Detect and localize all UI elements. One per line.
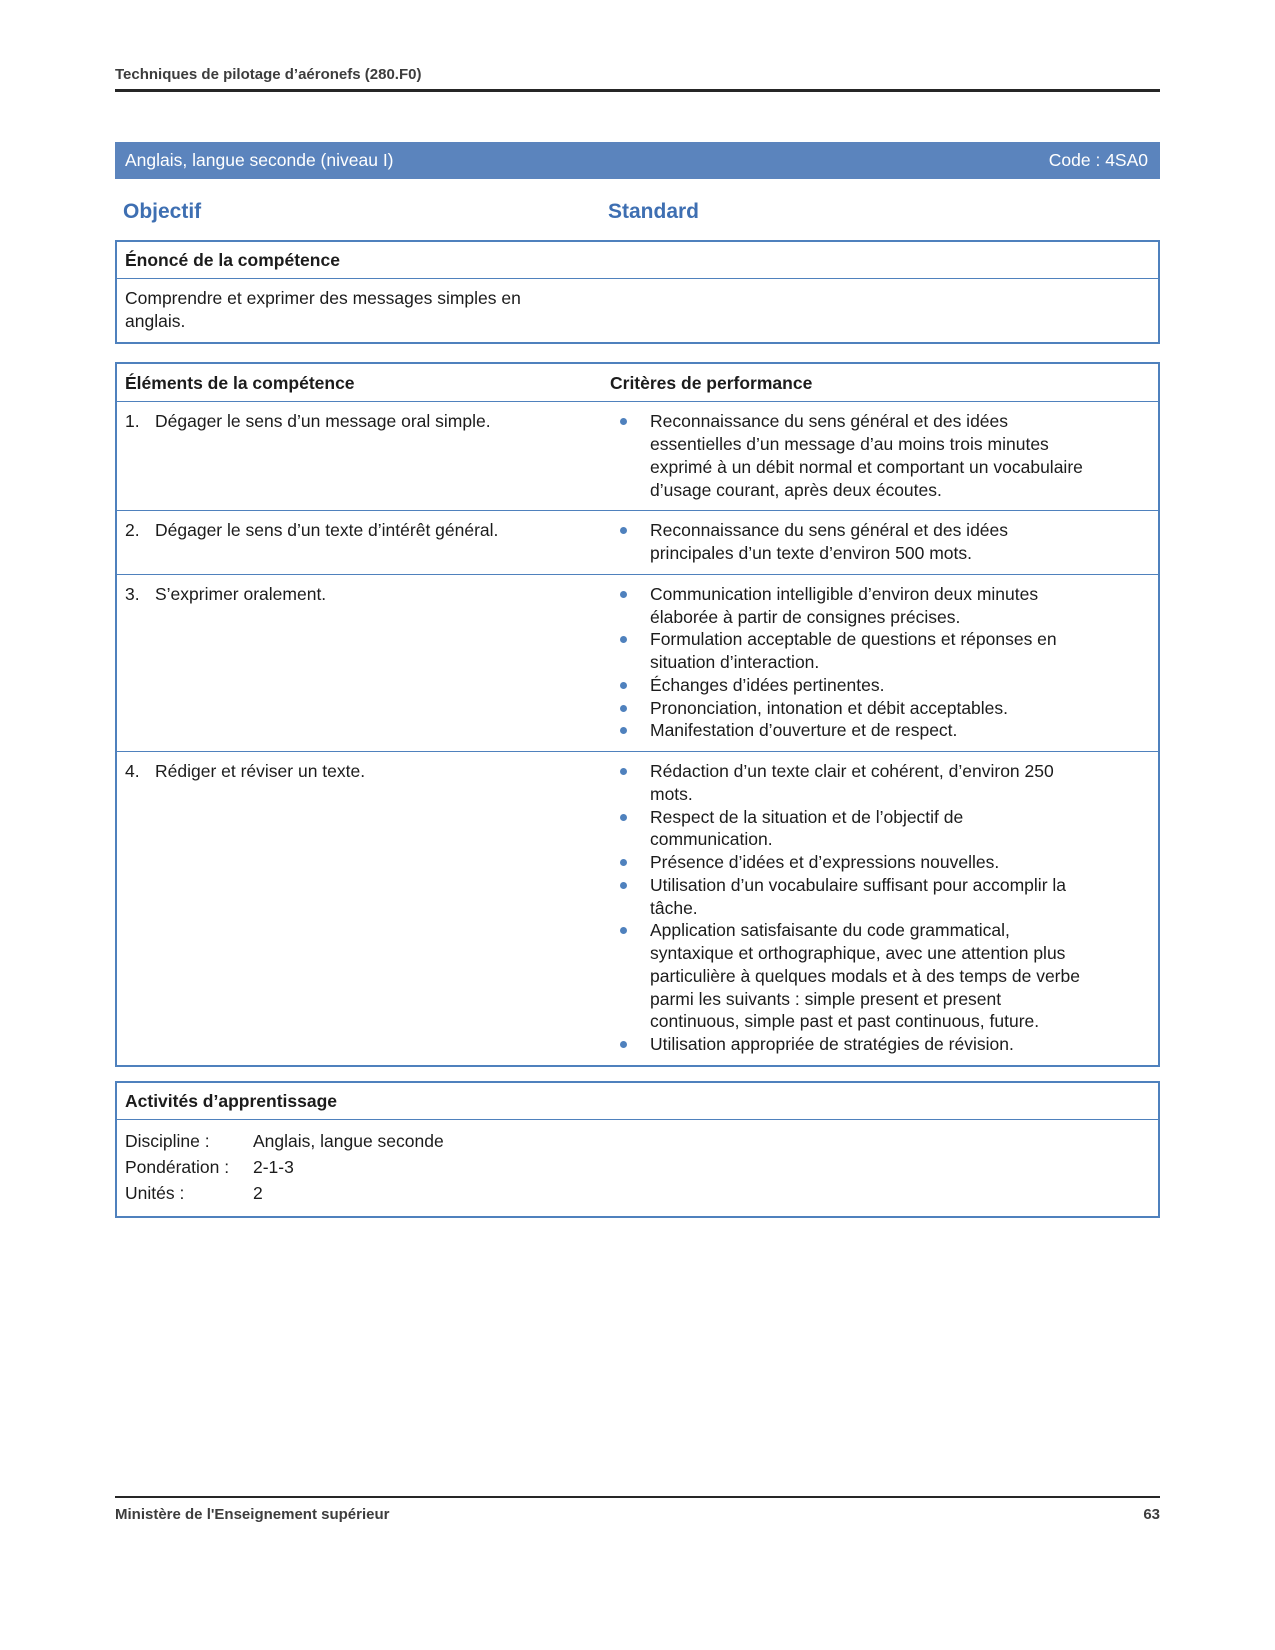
criteres-column-header: Critères de performance (610, 372, 813, 393)
table-row (117, 402, 1158, 511)
criteria-cell (610, 402, 1158, 510)
element-cell (117, 575, 610, 751)
criteria-item: Échanges d’idées pertinentes. (610, 674, 1090, 697)
enonce-body (117, 279, 1158, 342)
criteria-cell (610, 752, 1158, 1065)
criteria-item: Prononciation, intonation et débit acceptables. (610, 697, 1090, 720)
criteria-item: Présence d’idées et d’expressions nouvelles. (610, 851, 1090, 874)
element-text: Dégager le sens d’un texte d’intérêt général. (155, 520, 499, 541)
unites-value: 2 (253, 1183, 263, 1204)
criteria-cell (610, 575, 1158, 751)
criteria-item: Reconnaissance du sens général et des idées principales d’un texte d’environ 500 mots. (610, 519, 1090, 565)
activites-box (115, 1081, 1160, 1218)
element-number: 3. (125, 583, 140, 604)
discipline-label: Discipline : (125, 1130, 210, 1151)
criteria-item: Utilisation appropriée de stratégies de révision. (610, 1033, 1090, 1056)
ponderation-value: 2-1-3 (253, 1157, 294, 1177)
column-headings (115, 200, 1160, 224)
activites-row (125, 1180, 1148, 1206)
footer-page-number: 63 (1143, 1506, 1160, 1523)
standard-heading: Standard (608, 200, 700, 223)
element-number: 1. (125, 411, 140, 432)
activites-title: Activités d’apprentissage (117, 1083, 1158, 1120)
table-row (117, 752, 1158, 1065)
activites-row (125, 1128, 1148, 1154)
criteria-item: Application satisfaisante du code grammatical, syntaxique et orthographique, avec une attention plus particulière à quelques modals et à des temps de verbe parmi les suivants : simple present et present continuous, simple past et past continuous, future. (610, 919, 1090, 1033)
element-text: Rédiger et réviser un texte. (155, 761, 366, 781)
course-title: Anglais, langue seconde (niveau I) (125, 150, 394, 170)
table-header-row (117, 364, 1158, 403)
table-row (117, 511, 1158, 575)
element-text: S’exprimer oralement. (155, 583, 327, 604)
element-cell (117, 511, 610, 574)
document-header (115, 66, 1160, 92)
enonce-box (115, 240, 1160, 344)
criteria-item: Formulation acceptable de questions et réponses en situation d’interaction. (610, 628, 1090, 674)
activites-row (125, 1154, 1148, 1180)
criteria-cell (610, 511, 1158, 574)
criteria-item: Rédaction d’un texte clair et cohérent, d’environ 250 mots. (610, 760, 1090, 806)
criteria-item: Respect de la situation et de l’objectif de communication. (610, 806, 1090, 852)
program-title: Techniques de pilotage d’aéronefs (280.F0) (115, 66, 422, 83)
element-number: 4. (125, 761, 140, 781)
enonce-text: Comprendre et exprimer des messages simples en anglais. (125, 288, 521, 331)
unites-label: Unités : (125, 1183, 185, 1204)
criteria-item: Communication intelligible d’environ deux minutes élaborée à partir de consignes précises. (610, 583, 1090, 629)
enonce-title: Énoncé de la compétence (117, 242, 1158, 279)
criteria-item: Reconnaissance du sens général et des idées essentielles d’un message d’au moins trois minutes exprimé à un débit normal et comportant un vocabulaire d’usage courant, après deux écoutes. (610, 410, 1090, 501)
course-banner (115, 142, 1160, 179)
footer-ministry: Ministère de l'Enseignement supérieur (115, 1506, 390, 1523)
criteria-item: Manifestation d’ouverture et de respect. (610, 719, 1090, 742)
discipline-value: Anglais, langue seconde (253, 1130, 444, 1151)
element-number: 2. (125, 520, 140, 541)
activites-body (117, 1120, 1158, 1216)
competence-table (115, 362, 1160, 1067)
objectif-heading: Objectif (123, 200, 202, 223)
element-text: Dégager le sens d’un message oral simple. (155, 411, 491, 432)
criteria-item: Utilisation d’un vocabulaire suffisant pour accomplir la tâche. (610, 874, 1090, 920)
element-cell (117, 752, 610, 1065)
table-row (117, 575, 1158, 752)
document-footer (115, 1496, 1160, 1523)
element-cell (117, 402, 610, 510)
ponderation-label: Pondération : (125, 1157, 230, 1177)
course-code: Code : 4SA0 (1048, 150, 1148, 170)
elements-column-header: Éléments de la compétence (125, 372, 355, 393)
